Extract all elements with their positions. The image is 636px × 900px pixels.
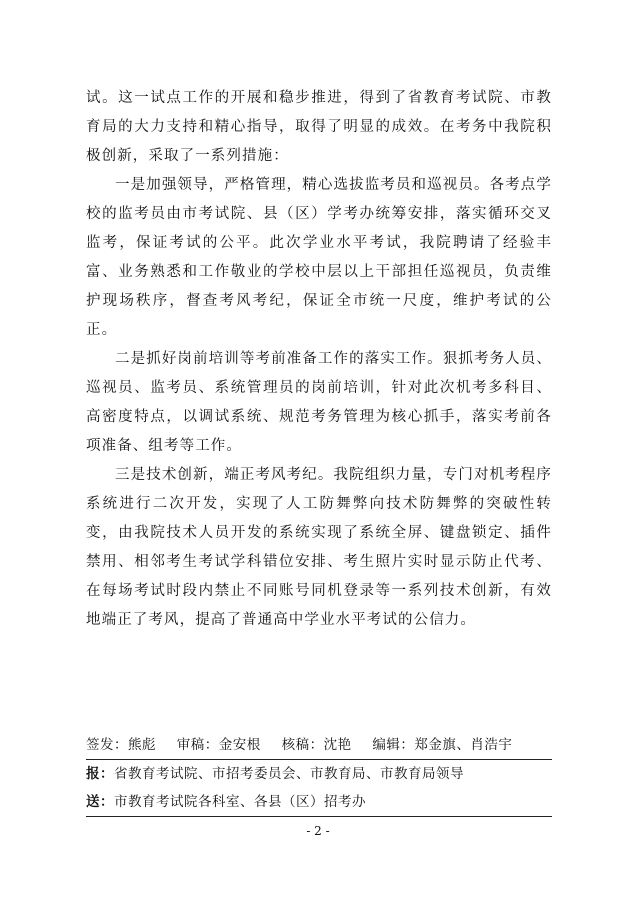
verify-name: 沈艳 xyxy=(323,737,352,753)
review-name: 金安根 xyxy=(218,737,261,753)
paragraph-measure-1: 一是加强领导，严格管理，精心选拔监考员和巡视员。各考点学校的监考员由市考试院、县（区）学考办统筹安排，落实循环交叉监考，保证考试的公平。此次学业水平考试，我院聘请了经验丰富、业务熟悉和工作敬业的学校中层以上干部担任巡视员，负责维护现场秩序，督查考风考纪，保证全市统一尺度，维护考试的公正。 xyxy=(86,177,552,338)
page-number: - 2 - xyxy=(306,824,330,838)
signoff-row xyxy=(86,731,552,760)
report-row xyxy=(86,760,552,788)
send-recipients: 市教育考试院各科室、各县（区）招考办 xyxy=(114,794,366,810)
paragraph-measure-2: 二是抓好岗前培训等考前准备工作的落实工作。狠抓考务人员、巡视员、监考员、系统管理员的岗前培训，针对此次机考多科目、高密度特点，以调试系统、规范考务管理为核心抓手，落实考前各项准备、组考等工作。 xyxy=(86,351,552,454)
paragraph-intro: 试。这一试点工作的开展和稳步推进，得到了省教育考试院、市教育局的大力支持和精心指导，取得了明显的成效。在考务中我院积极创新，采取了一系列措施： xyxy=(86,90,552,164)
report-recipients: 省教育考试院、市招考委员会、市教育局、市教育局领导 xyxy=(114,766,464,782)
report-label: 报： xyxy=(86,766,114,782)
signoff-name: 熊彪 xyxy=(128,737,156,753)
send-label: 送： xyxy=(86,794,114,810)
editor-names: 郑金旗、肖浩宇 xyxy=(414,737,513,753)
verify-label: 核稿： xyxy=(281,737,324,753)
send-row xyxy=(86,788,552,817)
editor-label: 编辑： xyxy=(372,737,415,753)
document-body xyxy=(86,84,552,635)
signoff-label: 签发： xyxy=(86,737,128,753)
review-label: 审稿： xyxy=(176,737,219,753)
document-footer xyxy=(86,731,552,817)
paragraph-measure-3: 三是技术创新，端正考风考纪。我院组织力量，专门对机考程序系统进行二次开发，实现了人工防舞弊向技术防舞弊的突破性转变，由我院技术人员开发的系统实现了系统全屏、键盘锁定、插件禁用、相邻考生考试学科错位安排、考生照片实时显示防止代考、在每场考试时段内禁止不同账号同机登录等一系列技术创新，有效地端正了考风，提高了普通高中学业水平考试的公信力。 xyxy=(86,467,552,628)
